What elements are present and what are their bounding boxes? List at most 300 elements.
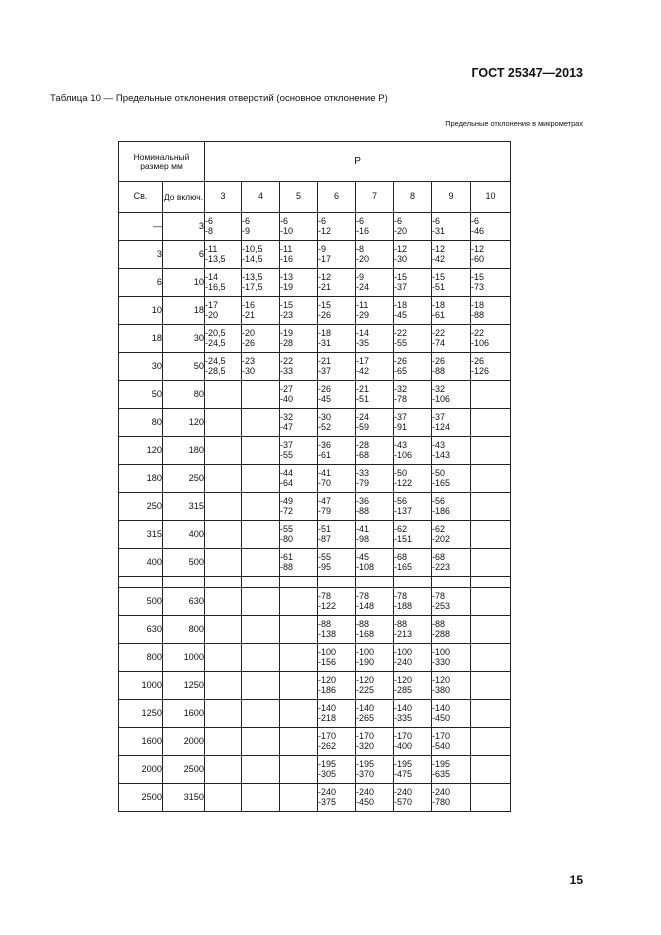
lower-deviation: -14,5 (242, 253, 263, 264)
size-upto-cell: 3 (163, 213, 205, 241)
size-upto-cell: 1600 (163, 700, 205, 728)
deviation-cell (205, 588, 242, 616)
lower-deviation: -23 (280, 309, 294, 320)
lower-deviation: -95 (318, 561, 332, 572)
lower-deviation: -46 (471, 225, 485, 236)
upper-deviation: -18 (471, 300, 485, 310)
upper-deviation: -37 (394, 412, 408, 422)
nominal-size-header: Номинальный размер мм (119, 142, 205, 182)
upper-deviation: -21 (356, 384, 370, 394)
lower-deviation: -400 (394, 740, 413, 751)
deviation-cell (318, 409, 356, 437)
deviation-cell (471, 269, 511, 297)
upper-deviation: -6 (471, 216, 480, 226)
header-row-top (119, 142, 511, 182)
lower-deviation: -137 (394, 505, 413, 516)
lower-deviation: -61 (318, 449, 332, 460)
size-over-cell: 800 (119, 644, 163, 672)
lower-deviation: -61 (432, 309, 446, 320)
upper-deviation: -26 (318, 384, 332, 394)
deviation-cell (394, 616, 432, 644)
lower-deviation: -138 (318, 628, 337, 639)
deviation-cell (432, 297, 471, 325)
deviation-cell (432, 756, 471, 784)
deviation-cell (356, 325, 394, 353)
lower-deviation: -165 (432, 477, 451, 488)
deviation-cell (394, 700, 432, 728)
lower-deviation: -79 (356, 477, 370, 488)
lower-deviation: -370 (356, 768, 375, 779)
deviation-cell (432, 409, 471, 437)
upper-deviation: -12 (471, 244, 485, 254)
table-row (119, 616, 511, 644)
deviation-cell (205, 700, 242, 728)
lower-deviation: -60 (471, 253, 485, 264)
divider-cell (356, 577, 394, 588)
upper-deviation: -22 (471, 328, 485, 338)
table-row (119, 297, 511, 325)
upper-deviation: -61 (280, 552, 294, 562)
grade-header: 8 (394, 182, 432, 213)
lower-deviation: -59 (356, 421, 370, 432)
upper-deviation: -78 (318, 591, 332, 601)
deviation-cell (394, 297, 432, 325)
table-row (119, 588, 511, 616)
divider-cell (318, 577, 356, 588)
deviation-cell (356, 409, 394, 437)
deviation-cell (318, 381, 356, 409)
deviation-cell (356, 297, 394, 325)
deviation-cell (318, 325, 356, 353)
upper-deviation: -45 (356, 552, 370, 562)
deviation-cell (394, 784, 432, 812)
deviation-cell (356, 269, 394, 297)
size-over-cell: 630 (119, 616, 163, 644)
upper-deviation: -24,5 (205, 356, 226, 366)
lower-deviation: -80 (280, 533, 294, 544)
upper-deviation: -23 (242, 356, 256, 366)
upper-deviation: -26 (394, 356, 408, 366)
deviation-cell (356, 465, 394, 493)
deviation-cell (205, 728, 242, 756)
upper-deviation: -18 (394, 300, 408, 310)
upper-deviation: -15 (394, 272, 408, 282)
over-header: Св. (119, 182, 163, 213)
upper-deviation: -6 (280, 216, 289, 226)
upper-deviation: -78 (394, 591, 408, 601)
size-over-cell: 180 (119, 465, 163, 493)
upper-deviation: -170 (356, 731, 375, 741)
upper-deviation: -68 (394, 552, 408, 562)
upper-deviation: -140 (318, 703, 337, 713)
table-row (119, 353, 511, 381)
deviation-cell (280, 521, 318, 549)
deviation-cell (318, 588, 356, 616)
lower-deviation: -450 (356, 796, 375, 807)
lower-deviation: -106 (471, 337, 490, 348)
lower-deviation: -30 (242, 365, 256, 376)
lower-deviation: -17 (318, 253, 332, 264)
upper-deviation: -37 (432, 412, 446, 422)
size-over-cell: 3 (119, 241, 163, 269)
size-over-cell: 400 (119, 549, 163, 577)
table-row (119, 325, 511, 353)
size-over-cell: — (119, 213, 163, 241)
table-row (119, 672, 511, 700)
upper-deviation: -11 (280, 244, 293, 254)
lower-deviation: -24,5 (205, 337, 226, 348)
table-row (119, 644, 511, 672)
upper-deviation: -9 (318, 244, 327, 254)
lower-deviation: -13,5 (205, 253, 226, 264)
upper-deviation: -18 (318, 328, 332, 338)
size-upto-cell: 500 (163, 549, 205, 577)
grade-header: 9 (432, 182, 471, 213)
deviation-cell (318, 549, 356, 577)
lower-deviation: -223 (432, 561, 451, 572)
deviation-cell (318, 213, 356, 241)
deviation-cell (471, 465, 511, 493)
size-upto-cell: 3150 (163, 784, 205, 812)
upper-deviation: -120 (432, 675, 451, 685)
table-row (119, 549, 511, 577)
size-upto-cell: 180 (163, 437, 205, 465)
deviation-cell (394, 465, 432, 493)
lower-deviation: -51 (356, 393, 370, 404)
deviation-cell (280, 493, 318, 521)
deviation-cell (242, 756, 280, 784)
lower-deviation: -42 (356, 365, 370, 376)
deviation-cell (205, 493, 242, 521)
deviation-cell (394, 644, 432, 672)
deviation-cell (471, 521, 511, 549)
lower-deviation: -8 (205, 225, 214, 236)
deviation-cell (242, 465, 280, 493)
deviation-cell (242, 588, 280, 616)
upper-deviation: -18 (432, 300, 446, 310)
upper-deviation: -13,5 (242, 272, 263, 282)
deviation-cell (280, 213, 318, 241)
deviation-cell (205, 756, 242, 784)
size-over-cell: 50 (119, 381, 163, 409)
upper-deviation: -20,5 (205, 328, 226, 338)
upper-deviation: -22 (280, 356, 294, 366)
upper-deviation: -50 (394, 468, 408, 478)
size-over-cell: 6 (119, 269, 163, 297)
deviation-cell (432, 381, 471, 409)
deviation-cell (242, 549, 280, 577)
deviation-cell (356, 521, 394, 549)
deviations-table (118, 141, 511, 812)
upper-deviation: -100 (356, 647, 375, 657)
lower-deviation: -375 (318, 796, 337, 807)
deviation-cell (242, 409, 280, 437)
upper-deviation: -49 (280, 496, 294, 506)
upper-deviation: -195 (356, 759, 375, 769)
deviation-cell (432, 465, 471, 493)
deviation-cell (242, 784, 280, 812)
deviation-cell (205, 644, 242, 672)
lower-deviation: -151 (394, 533, 413, 544)
deviation-cell (205, 616, 242, 644)
deviation-cell (242, 493, 280, 521)
deviation-cell (280, 353, 318, 381)
upper-deviation: -240 (356, 787, 375, 797)
table-row (119, 784, 511, 812)
divider-cell (119, 577, 163, 588)
deviation-cell (280, 297, 318, 325)
deviation-cell (356, 672, 394, 700)
lower-deviation: -570 (394, 796, 413, 807)
deviation-cell (318, 241, 356, 269)
lower-deviation: -65 (394, 365, 408, 376)
upper-deviation: -170 (432, 731, 451, 741)
deviation-cell (432, 700, 471, 728)
deviation-cell (205, 465, 242, 493)
lower-deviation: -29 (356, 309, 370, 320)
upper-deviation: -88 (356, 619, 370, 629)
deviation-cell (432, 521, 471, 549)
lower-deviation: -106 (432, 393, 451, 404)
lower-deviation: -108 (356, 561, 375, 572)
lower-deviation: -218 (318, 712, 337, 723)
lower-deviation: -186 (318, 684, 337, 695)
size-upto-cell: 50 (163, 353, 205, 381)
page-number: 15 (569, 873, 583, 887)
lower-deviation: -265 (356, 712, 375, 723)
upper-deviation: -51 (318, 524, 332, 534)
upper-deviation: -68 (432, 552, 446, 562)
deviation-cell (471, 213, 511, 241)
deviation-cell (432, 588, 471, 616)
deviation-cell (205, 549, 242, 577)
lower-deviation: -26 (242, 337, 256, 348)
lower-deviation: -106 (394, 449, 413, 460)
lower-deviation: -35 (356, 337, 370, 348)
deviation-cell (432, 353, 471, 381)
lower-deviation: -380 (432, 684, 451, 695)
table-caption: Таблица 10 — Предельные отклонения отверстий (основное отклонение P) (50, 93, 388, 104)
lower-deviation: -330 (432, 656, 451, 667)
grade-header: 6 (318, 182, 356, 213)
lower-deviation: -16 (280, 253, 294, 264)
lower-deviation: -55 (280, 449, 294, 460)
lower-deviation: -73 (471, 281, 485, 292)
lower-deviation: -91 (394, 421, 408, 432)
upper-deviation: -15 (471, 272, 485, 282)
lower-deviation: -21 (242, 309, 256, 320)
deviation-cell (205, 241, 242, 269)
upper-deviation: -20 (242, 328, 256, 338)
lower-deviation: -30 (394, 253, 408, 264)
lower-deviation: -240 (394, 656, 413, 667)
lower-deviation: -42 (432, 253, 446, 264)
lower-deviation: -33 (280, 365, 294, 376)
upper-deviation: -32 (432, 384, 446, 394)
table-row (119, 241, 511, 269)
deviation-cell (280, 549, 318, 577)
upper-deviation: -170 (394, 731, 413, 741)
lower-deviation: -124 (432, 421, 451, 432)
lower-deviation: -16 (356, 225, 370, 236)
lower-deviation: -40 (280, 393, 294, 404)
deviation-cell (205, 784, 242, 812)
lower-deviation: -450 (432, 712, 451, 723)
deviation-cell (318, 493, 356, 521)
upper-deviation: -140 (432, 703, 451, 713)
deviation-cell (432, 437, 471, 465)
lower-deviation: -190 (356, 656, 375, 667)
deviation-cell (471, 493, 511, 521)
deviation-cell (356, 381, 394, 409)
table-row (119, 409, 511, 437)
size-over-cell: 10 (119, 297, 163, 325)
deviation-cell (318, 297, 356, 325)
deviation-cell (242, 213, 280, 241)
deviation-cell (356, 644, 394, 672)
table-row (119, 269, 511, 297)
upper-deviation: -195 (432, 759, 451, 769)
size-over-cell: 315 (119, 521, 163, 549)
lower-deviation: -45 (318, 393, 332, 404)
size-upto-cell: 1250 (163, 672, 205, 700)
deviation-cell (432, 784, 471, 812)
lower-deviation: -52 (318, 421, 332, 432)
size-upto-cell: 10 (163, 269, 205, 297)
deviation-cell (394, 672, 432, 700)
lower-deviation: -780 (432, 796, 451, 807)
lower-deviation: -202 (432, 533, 451, 544)
deviation-cell (356, 213, 394, 241)
deviation-cell (432, 549, 471, 577)
size-upto-cell: 2000 (163, 728, 205, 756)
lower-deviation: -28 (280, 337, 294, 348)
upper-deviation: -100 (318, 647, 337, 657)
deviation-cell (280, 616, 318, 644)
upper-deviation: -55 (280, 524, 294, 534)
upper-deviation: -9 (356, 272, 365, 282)
upper-deviation: -28 (356, 440, 370, 450)
lower-deviation: -165 (394, 561, 413, 572)
deviation-cell (432, 213, 471, 241)
lower-deviation: -20 (356, 253, 370, 264)
lower-deviation: -37 (394, 281, 408, 292)
size-over-cell: 500 (119, 588, 163, 616)
deviation-cell (356, 756, 394, 784)
deviation-cell (280, 465, 318, 493)
upper-deviation: -10,5 (242, 244, 263, 254)
deviation-cell (318, 756, 356, 784)
upper-deviation: -88 (394, 619, 408, 629)
lower-deviation: -31 (318, 337, 332, 348)
units-note: Предельные отклонения в микрометрах (445, 119, 583, 128)
deviation-cell (242, 325, 280, 353)
deviation-cell (318, 644, 356, 672)
lower-deviation: -47 (280, 421, 294, 432)
lower-deviation: -168 (356, 628, 375, 639)
lower-deviation: -635 (432, 768, 451, 779)
upper-deviation: -195 (318, 759, 337, 769)
deviation-cell (356, 784, 394, 812)
deviation-cell (280, 588, 318, 616)
upper-deviation: -140 (356, 703, 375, 713)
upper-deviation: -11 (205, 244, 218, 254)
size-over-cell: 18 (119, 325, 163, 353)
deviation-cell (318, 784, 356, 812)
size-upto-cell: 18 (163, 297, 205, 325)
upper-deviation: -12 (318, 272, 332, 282)
upper-deviation: -88 (432, 619, 446, 629)
deviation-cell (471, 381, 511, 409)
size-upto-cell: 2500 (163, 756, 205, 784)
deviation-cell (318, 700, 356, 728)
upper-deviation: -240 (394, 787, 413, 797)
deviation-cell (242, 353, 280, 381)
lower-deviation: -122 (394, 477, 413, 488)
deviation-cell (394, 213, 432, 241)
deviation-cell (471, 409, 511, 437)
divider-cell (394, 577, 432, 588)
lower-deviation: -262 (318, 740, 337, 751)
lower-deviation: -9 (242, 225, 251, 236)
lower-deviation: -126 (471, 365, 490, 376)
upto-header: До включ. (163, 182, 205, 213)
lower-deviation: -88 (471, 309, 485, 320)
deviation-cell (356, 616, 394, 644)
size-over-cell: 80 (119, 409, 163, 437)
size-upto-cell: 250 (163, 465, 205, 493)
deviation-cell (280, 437, 318, 465)
deviation-cell (280, 700, 318, 728)
upper-deviation: -19 (280, 328, 294, 338)
deviation-cell (280, 756, 318, 784)
deviation-cell (394, 353, 432, 381)
divider-cell (163, 577, 205, 588)
deviation-cell (280, 409, 318, 437)
lower-deviation: -79 (318, 505, 332, 516)
upper-deviation: -30 (318, 412, 332, 422)
divider-cell (471, 577, 511, 588)
lower-deviation: -20 (394, 225, 408, 236)
deviation-cell (280, 325, 318, 353)
lower-deviation: -285 (394, 684, 413, 695)
upper-deviation: -43 (432, 440, 446, 450)
deviation-cell (318, 465, 356, 493)
standard-code: ГОСТ 25347—2013 (471, 66, 583, 80)
header-row-sub (119, 182, 511, 213)
upper-deviation: -15 (280, 300, 294, 310)
deviation-cell (205, 409, 242, 437)
section-divider-row (119, 577, 511, 588)
grade-header: 10 (471, 182, 511, 213)
lower-deviation: -51 (432, 281, 446, 292)
upper-deviation: -6 (356, 216, 365, 226)
upper-deviation: -6 (432, 216, 441, 226)
deviation-cell (471, 784, 511, 812)
upper-deviation: -33 (356, 468, 370, 478)
size-over-cell: 1600 (119, 728, 163, 756)
lower-deviation: -68 (356, 449, 370, 460)
upper-deviation: -88 (318, 619, 332, 629)
upper-deviation: -195 (394, 759, 413, 769)
lower-deviation: -16,5 (205, 281, 226, 292)
divider-cell (280, 577, 318, 588)
size-upto-cell: 315 (163, 493, 205, 521)
lower-deviation: -88 (432, 365, 446, 376)
deviation-cell (394, 241, 432, 269)
deviation-cell (432, 493, 471, 521)
lower-deviation: -64 (280, 477, 294, 488)
